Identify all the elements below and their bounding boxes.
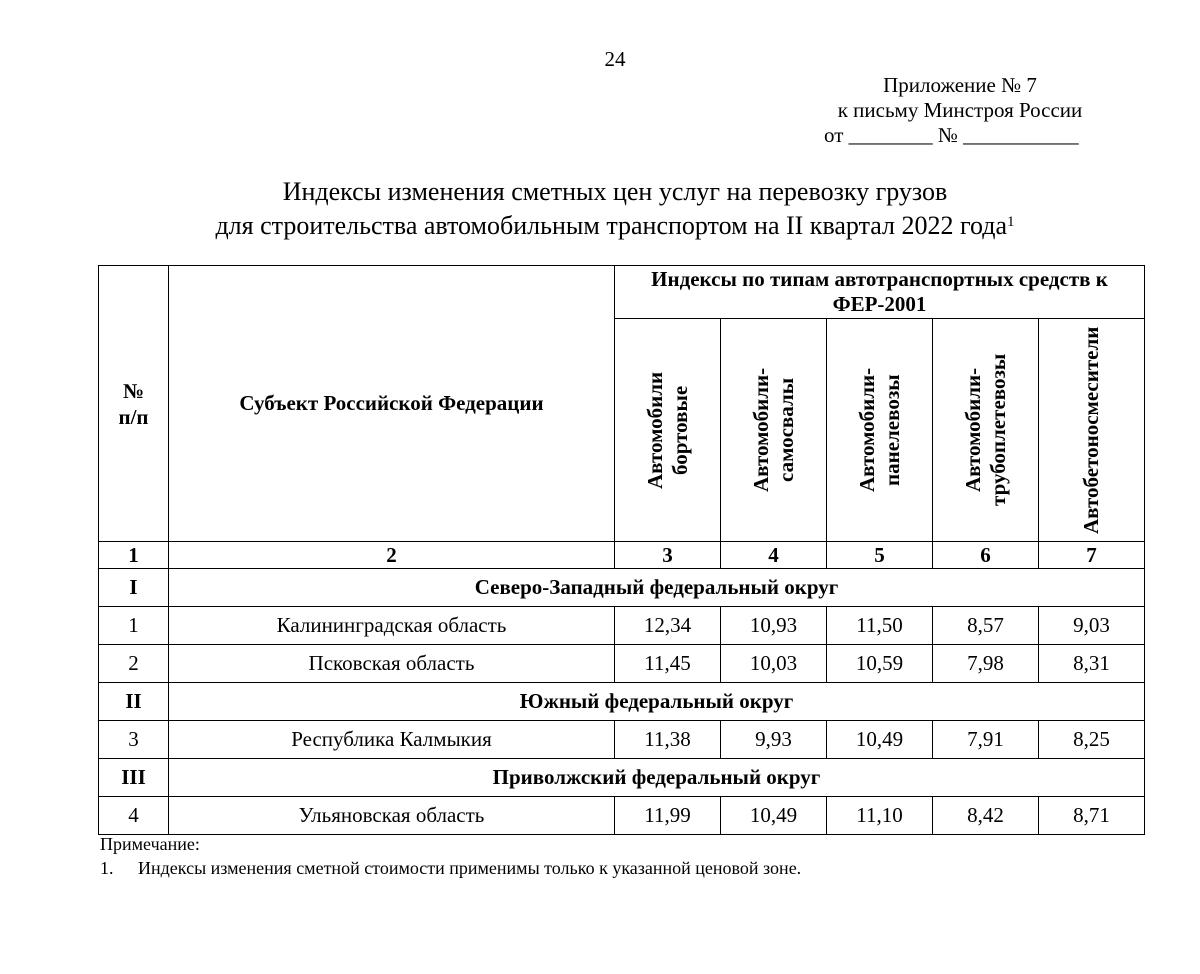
row-value: 10,93 bbox=[721, 607, 827, 645]
header-type-2 bbox=[721, 319, 827, 542]
row-value: 10,49 bbox=[721, 797, 827, 835]
header-group: Индексы по типам автотранспортных средств к ФЕР-2001 bbox=[615, 266, 1145, 319]
appendix-number: Приложение № 7 bbox=[883, 73, 1037, 97]
row-num: 1 bbox=[99, 607, 169, 645]
section-num: I bbox=[99, 569, 169, 607]
title-line-1: Индексы изменения сметных цен услуг на перевозку грузов bbox=[282, 177, 948, 206]
row-value: 8,71 bbox=[1039, 797, 1145, 835]
title-line-2 bbox=[0, 209, 1200, 243]
row-value: 10,03 bbox=[721, 645, 827, 683]
section-name: Приволжский федеральный округ bbox=[169, 759, 1145, 797]
row-value: 9,93 bbox=[721, 721, 827, 759]
table-row bbox=[99, 645, 1145, 683]
section-num: III bbox=[99, 759, 169, 797]
appendix-header bbox=[820, 73, 1100, 148]
page-number: 24 bbox=[604, 47, 626, 71]
column-number: 7 bbox=[1039, 542, 1145, 569]
column-number: 1 bbox=[99, 542, 169, 569]
appendix-date-line: от ________ № ___________ bbox=[824, 123, 1079, 147]
section-name: Южный федеральный округ bbox=[169, 683, 1145, 721]
row-num: 3 bbox=[99, 721, 169, 759]
note-number: 1. bbox=[100, 858, 114, 878]
row-value: 11,38 bbox=[615, 721, 721, 759]
column-number: 4 bbox=[721, 542, 827, 569]
header-type-5-label: Автобетоносмесители bbox=[1079, 326, 1103, 534]
title-line-2-text: для строительства автомобильным транспортом на II квартал 2022 года bbox=[215, 211, 1008, 240]
row-value: 11,99 bbox=[615, 797, 721, 835]
row-value: 8,25 bbox=[1039, 721, 1145, 759]
header-num: № п/п bbox=[99, 266, 169, 542]
row-value: 12,34 bbox=[615, 607, 721, 645]
row-value: 9,03 bbox=[1039, 607, 1145, 645]
column-number: 6 bbox=[933, 542, 1039, 569]
row-value: 8,31 bbox=[1039, 645, 1145, 683]
header-type-2-label: Автомобили-самосвалы bbox=[748, 367, 798, 493]
row-value: 7,98 bbox=[933, 645, 1039, 683]
table-row bbox=[99, 607, 1145, 645]
note-item bbox=[100, 856, 801, 880]
section-row bbox=[99, 683, 1145, 721]
header-type-5 bbox=[1039, 319, 1145, 542]
row-value: 10,49 bbox=[827, 721, 933, 759]
column-number: 5 bbox=[827, 542, 933, 569]
header-type-3-label: Автомобили-панелевозы bbox=[854, 367, 904, 493]
title-footnote-mark: 1 bbox=[1007, 214, 1015, 230]
row-value: 11,10 bbox=[827, 797, 933, 835]
notes bbox=[100, 832, 801, 880]
note-text: Индексы изменения сметной стоимости применимы только к указанной ценовой зоне. bbox=[138, 858, 802, 878]
row-num: 4 bbox=[99, 797, 169, 835]
row-num: 2 bbox=[99, 645, 169, 683]
notes-heading: Примечание: bbox=[100, 834, 200, 854]
table-row bbox=[99, 797, 1145, 835]
header-type-1 bbox=[615, 319, 721, 542]
section-row bbox=[99, 759, 1145, 797]
row-subject: Республика Калмыкия bbox=[169, 721, 615, 759]
appendix-letter-ref: к письму Минстроя России bbox=[837, 98, 1083, 122]
section-name: Северо-Западный федеральный округ bbox=[169, 569, 1145, 607]
row-value: 8,42 bbox=[933, 797, 1039, 835]
section-num: II bbox=[99, 683, 169, 721]
row-subject: Ульяновская область bbox=[169, 797, 615, 835]
row-value: 11,45 bbox=[615, 645, 721, 683]
document-title bbox=[0, 175, 1200, 243]
header-type-4-label: Автомобили-трубоплетевозы bbox=[960, 353, 1010, 507]
table-row bbox=[99, 721, 1145, 759]
row-subject: Калининградская область bbox=[169, 607, 615, 645]
header-subject: Субъект Российской Федерации bbox=[169, 266, 615, 542]
header-type-3 bbox=[827, 319, 933, 542]
column-number-row bbox=[99, 542, 1145, 569]
column-number: 2 bbox=[169, 542, 615, 569]
column-number: 3 bbox=[615, 542, 721, 569]
row-value: 7,91 bbox=[933, 721, 1039, 759]
section-row bbox=[99, 569, 1145, 607]
indices-table bbox=[98, 265, 1145, 835]
row-value: 11,50 bbox=[827, 607, 933, 645]
header-type-4 bbox=[933, 319, 1039, 542]
row-value: 8,57 bbox=[933, 607, 1039, 645]
row-value: 10,59 bbox=[827, 645, 933, 683]
header-type-1-label: Автомобили бортовые bbox=[642, 371, 692, 489]
row-subject: Псковская область bbox=[169, 645, 615, 683]
